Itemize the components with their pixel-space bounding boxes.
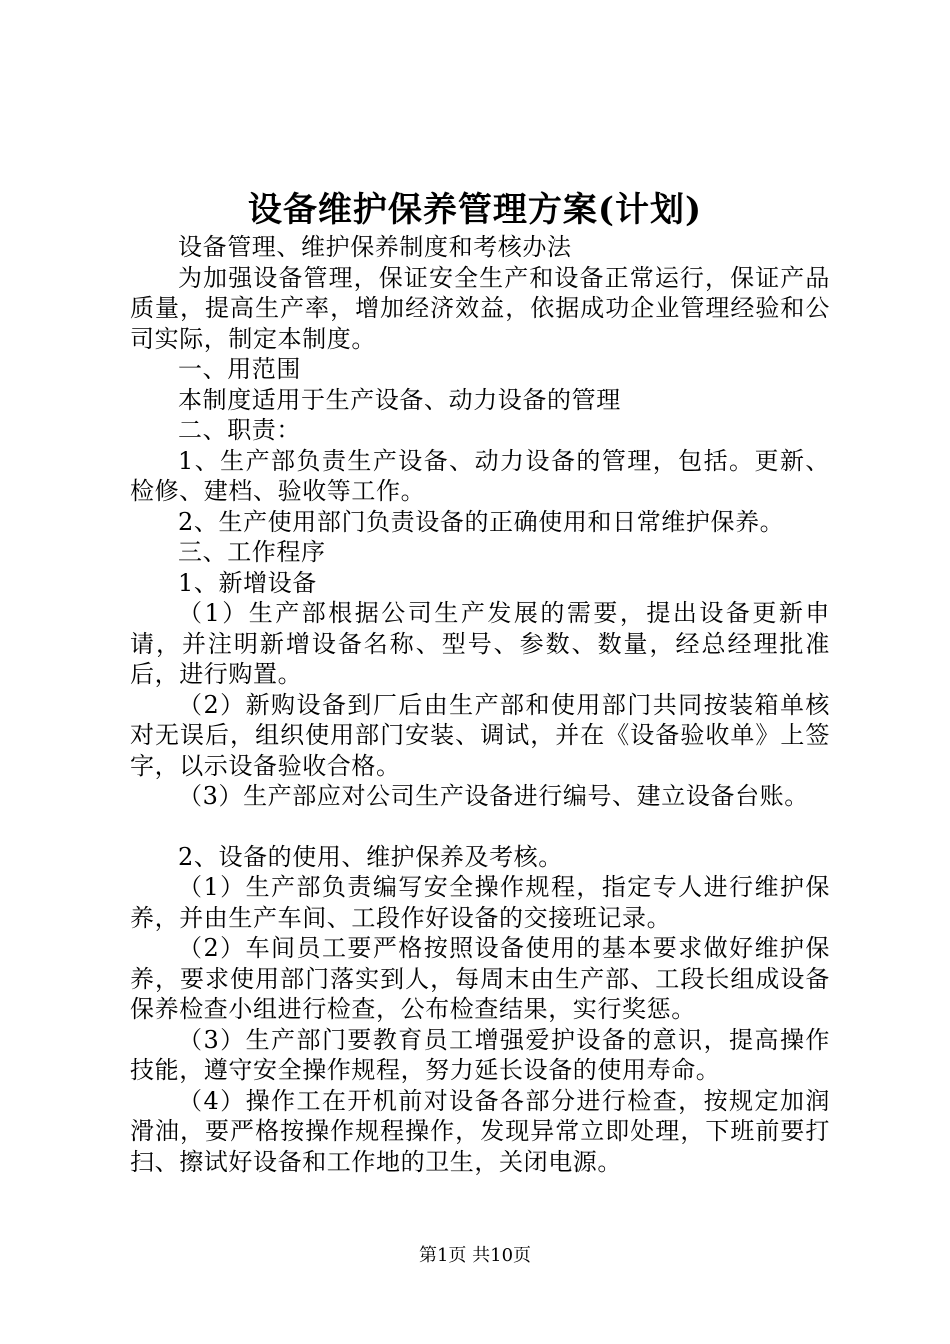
heading-procedure: 三、工作程序: [178, 538, 326, 566]
heading-new-equipment: 1、新增设备: [178, 568, 317, 597]
paragraph-subtitle: 设备管理、维护保养制度和考核办法: [178, 233, 572, 261]
paragraph-maintenance-1: （1）生产部负责编写安全操作规程，指定专人进行维护保养，并由生产车间、工段作好设备的交接班记录。: [130, 873, 830, 932]
paragraph-new-equipment-3: （3）生产部应对公司生产设备进行编号、建立设备台账。: [178, 782, 809, 810]
paragraph-new-equipment-2: （2）新购设备到厂后由生产部和使用部门共同按装箱单核对无误后，组织使用部门安装、调试，并在《设备验收单》上签字，以示设备验收合格。: [130, 690, 830, 780]
blank-line: [130, 812, 830, 842]
paragraph-maintenance-3: （3）生产部门要教育员工增强爱护设备的意识，提高操作技能，遵守安全操作规程，努力延长设备的使用寿命。: [130, 1025, 830, 1084]
paragraph-new-equipment-1: （1）生产部根据公司生产发展的需要，提出设备更新申请，并注明新增设备名称、型号、参数、数量，经总经理批准后，进行购置。: [130, 599, 830, 688]
heading-use-maintenance: 2、设备的使用、维护保养及考核。: [178, 842, 563, 871]
heading-scope: 一、用范围: [178, 355, 301, 383]
paragraph-maintenance-4: （4）操作工在开机前对设备各部分进行检查，按规定加润滑油，要严格按操作规程操作，发现异常立即处理，下班前要打扫、擦试好设备和工作地的卫生，关闭电源。: [130, 1086, 830, 1176]
document-body: [130, 232, 830, 1177]
heading-duties: 二、职责：: [178, 416, 301, 444]
document-title: 设备维护保养管理方案(计划): [247, 190, 703, 230]
paragraph-scope: 本制度适用于生产设备、动力设备的管理: [178, 385, 621, 414]
paragraph-maintenance-2: （2）车间员工要严格按照设备使用的基本要求做好维护保养，要求使用部门落实到人，每周末由生产部、工段长组成设备保养检查小组进行检查，公布检查结果，实行奖惩。: [130, 934, 830, 1023]
paragraph-duty-2: 2、生产使用部门负责设备的正确使用和日常维护保养。: [178, 507, 785, 536]
paragraph-intro: 为加强设备管理，保证安全生产和设备正常运行，保证产品质量，提高生产率，增加经济效益，依据成功企业管理经验和公司实际，制定本制度。: [130, 263, 830, 353]
page-footer: 第1页 共10页: [418, 1245, 532, 1266]
paragraph-duty-1: 1、生产部负责生产设备、动力设备的管理，包括。更新、检修、建档、验收等工作。: [130, 446, 830, 505]
